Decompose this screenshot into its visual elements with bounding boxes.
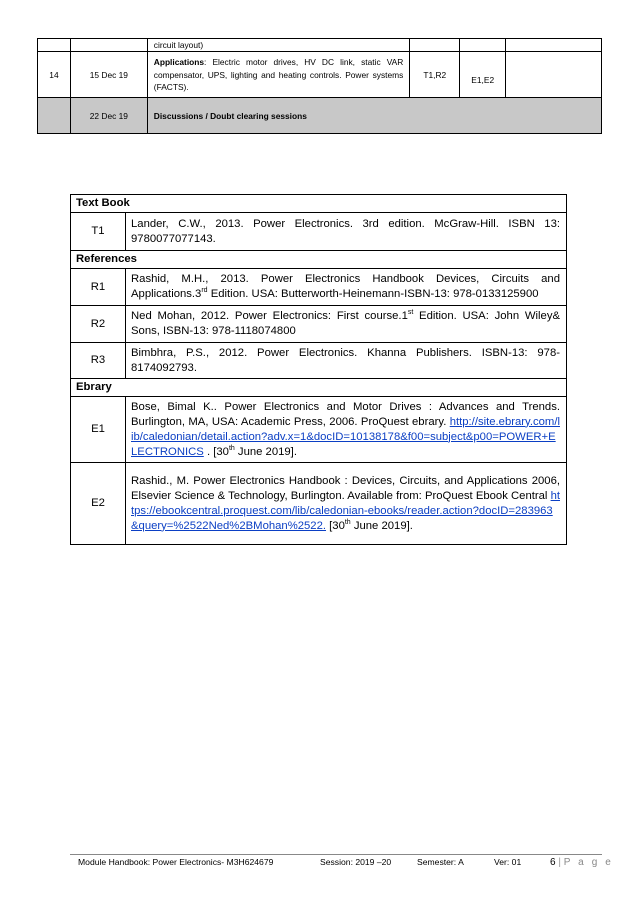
extra-cell	[506, 39, 602, 52]
ref-cell	[410, 39, 460, 52]
ebook-central-link[interactable]: https://ebookcentral.proquest.com/lib/caledonian-ebooks/reader.action?docID=283963&query=%2522Ned%2BMohan%2522.	[131, 489, 560, 532]
reference-text-part: Bose, Bimal K.. Power Electronics and Motor Drives : Advances and Trends. Burlington, MA, USA: Academic Press, 2006. ProQuest ebrary.	[131, 400, 560, 428]
reference-code: T1	[71, 213, 126, 251]
topic-detail: : Electric motor drives, HV DC link, static VAR compensator, UPS, lighting and heating controls. Power systems (FACTS).	[153, 57, 404, 92]
table-row	[38, 98, 602, 134]
reference-text-part: Edition. USA: John Wiley& Sons, ISBN-13: 978-1118074800	[131, 310, 560, 338]
page-number	[550, 857, 613, 868]
ebrary-header: Ebrary	[71, 379, 567, 397]
reference-text	[126, 463, 567, 545]
ref-cell: T1,R2	[410, 52, 460, 98]
reference-code: R2	[71, 306, 126, 343]
ebrary-cell	[460, 39, 506, 52]
section-header-row	[71, 251, 567, 269]
week-cell: 14	[38, 52, 71, 98]
page-separator: |	[555, 857, 564, 868]
reference-code: E1	[71, 397, 126, 463]
reference-row	[71, 213, 567, 251]
topic-cell: Discussions / Doubt clearing sessions	[147, 98, 601, 134]
reference-text-part: [30	[326, 519, 345, 532]
superscript: th	[344, 518, 351, 526]
footer-semester: Semester: A	[417, 857, 464, 867]
footer-module: Module Handbook: Power Electronics- M3H624679	[78, 857, 274, 867]
references-table	[70, 194, 567, 545]
footer-version: Ver: 01	[494, 857, 522, 867]
reference-text-part: Edition. USA: Butterworth-Heinemann-ISBN-13: 978-0133125900	[207, 288, 539, 301]
reference-text-part: June 2019].	[350, 519, 413, 532]
reference-row	[71, 343, 567, 379]
reference-text-part: Rashid., M. Power Electronics Handbook : Devices, Circuits, and Applications 2006, Elsevier Science & Technology, Burlington. Available from: ProQuest Ebook Central	[131, 474, 560, 502]
textbook-header: Text Book	[71, 195, 567, 213]
superscript: th	[228, 444, 235, 452]
reference-text-part: June 2019].	[234, 445, 297, 458]
section-header-row	[71, 379, 567, 397]
reference-row	[71, 463, 567, 545]
week-cell	[38, 39, 71, 52]
reference-text	[126, 306, 567, 343]
date-cell	[70, 39, 147, 52]
extra-cell	[506, 52, 602, 98]
reference-row	[71, 397, 567, 463]
week-cell	[38, 98, 71, 134]
page-word: P a g e	[563, 857, 614, 868]
reference-code: R3	[71, 343, 126, 379]
reference-row	[71, 306, 567, 343]
page-number-value: 6	[550, 857, 556, 868]
ebrary-link[interactable]: http://site.ebrary.com/lib/caledonian/detail.action?adv.x=1&docID=10138178&f00=subject&p00=POWER+ELECTRONICS	[131, 415, 560, 458]
date-cell: 15 Dec 19	[70, 52, 147, 98]
reference-text-part: . [30	[203, 445, 229, 458]
reference-text: Bimbhra, P.S., 2012. Power Electronics. Khanna Publishers. ISBN-13: 978-8174092793.	[126, 343, 567, 379]
date-cell: 22 Dec 19	[70, 98, 147, 134]
footer-session: Session: 2019 –20	[320, 857, 392, 867]
ebrary-cell: E1,E2	[460, 52, 506, 98]
schedule-table	[37, 38, 602, 134]
reference-text-part: Rashid, M.H., 2013. Power Electronics Handbook Devices, Circuits and Applications.3	[131, 273, 560, 301]
topic-cell: circuit layout)	[147, 39, 410, 52]
reference-text: Lander, C.W., 2013. Power Electronics. 3rd edition. McGraw-Hill. ISBN 13: 9780077077143.	[126, 213, 567, 251]
reference-code: E2	[71, 463, 126, 545]
topic-cell	[147, 52, 410, 98]
superscript: rd	[201, 287, 208, 295]
topic-title: Applications	[153, 57, 205, 68]
reference-code: R1	[71, 269, 126, 306]
reference-text	[126, 269, 567, 306]
section-header-row	[71, 195, 567, 213]
references-header: References	[71, 251, 567, 269]
superscript: st	[407, 309, 414, 317]
table-row	[38, 52, 602, 98]
table-row	[38, 39, 602, 52]
reference-row	[71, 269, 567, 306]
footer-divider	[70, 854, 602, 855]
reference-text-part: Ned Mohan, 2012. Power Electronics: First course.1	[131, 310, 408, 323]
reference-text	[126, 397, 567, 463]
